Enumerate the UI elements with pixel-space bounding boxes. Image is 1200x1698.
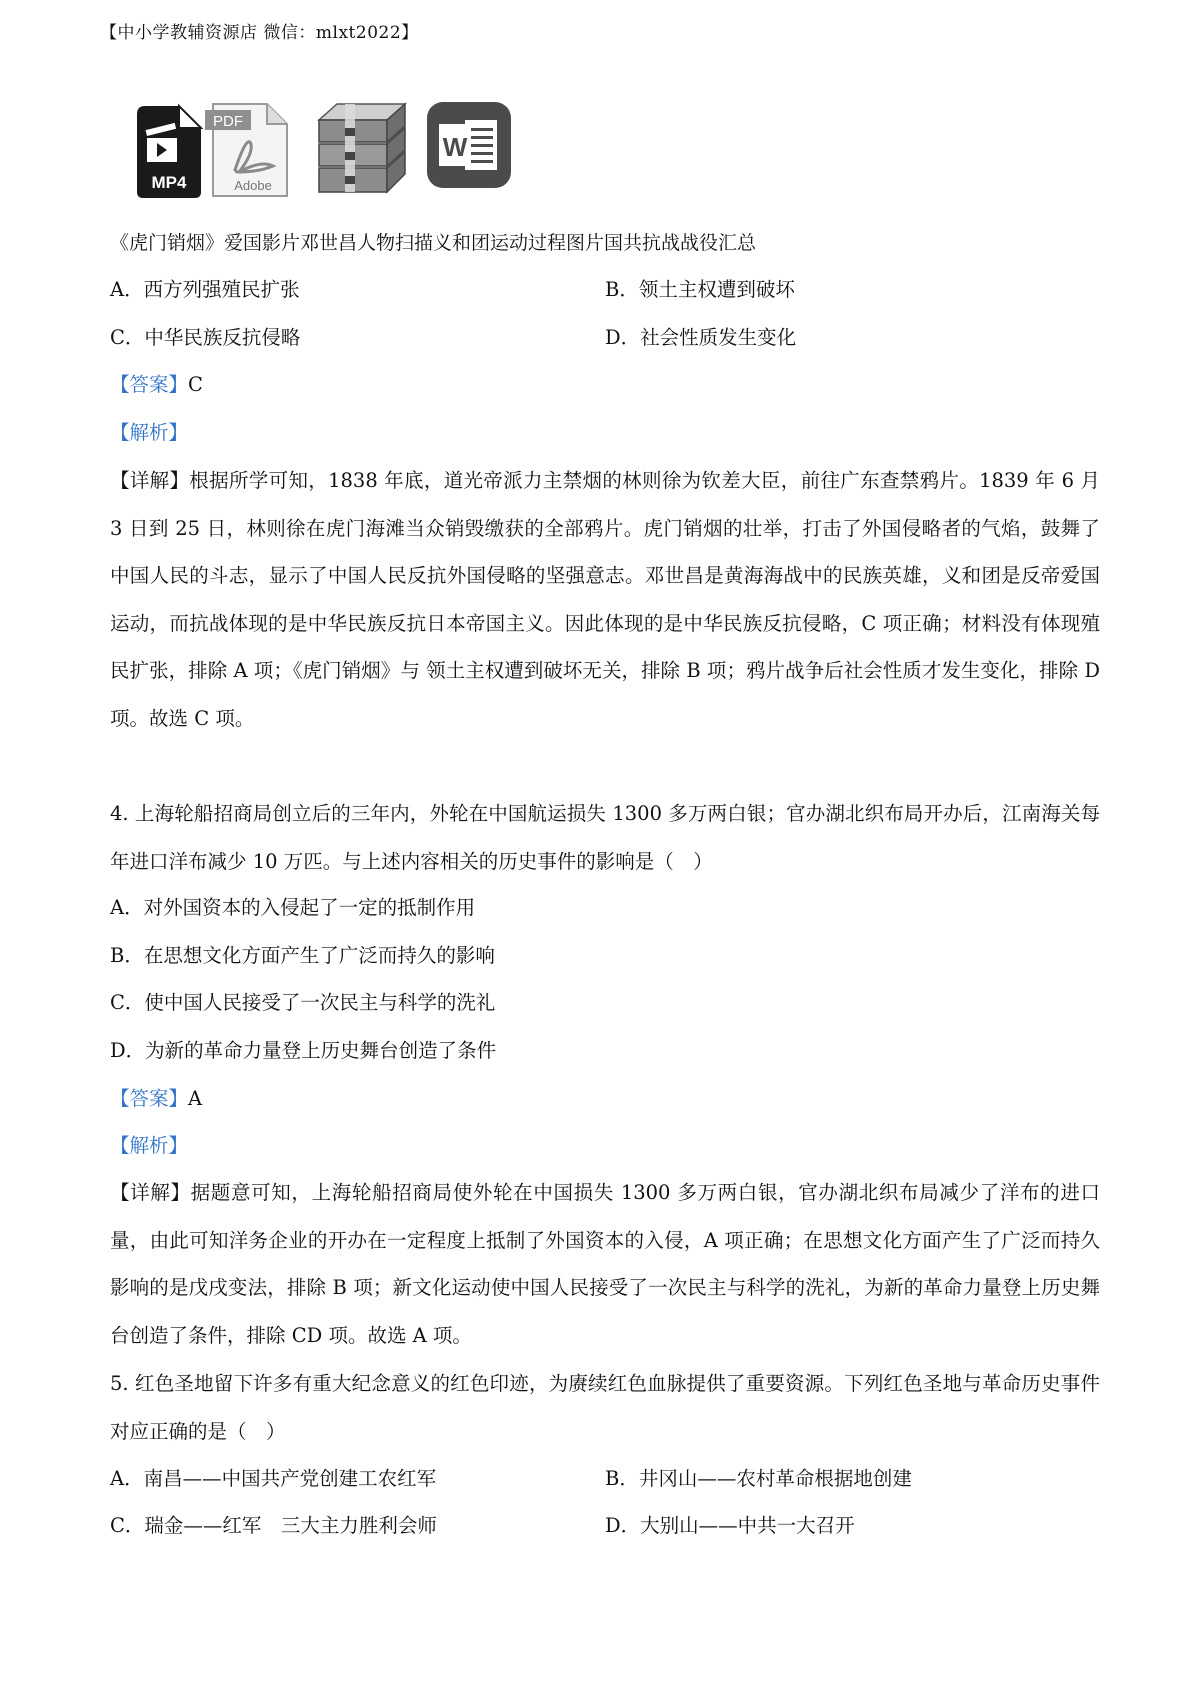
q3-answer-line (110, 373, 203, 397)
q3-analysis-tag: 【解析】 (110, 421, 189, 444)
q4-option-a: A．对外国资本的入侵起了一定的抵制作用 (110, 896, 476, 919)
q3-answer-tag: 【答案】 (110, 373, 189, 396)
svg-text:Adobe: Adobe (234, 178, 272, 193)
mp4-file-icon (133, 100, 205, 200)
q5-option-a: A．南昌——中国共产党创建工农红军 (110, 1467, 437, 1490)
q5-option-c: C．瑞金——红军 三大主力胜利会师 (110, 1514, 437, 1537)
q4-stem: 4. 上海轮船招商局创立后的三年内，外轮在中国航运损失 1300 多万两白银；官办湖北织布局开办后，江南海关每年进口洋布减少 10 万匹。与上述内容相关的历史事件的影响是（ ） (110, 802, 1100, 873)
q5-option-b: B．井冈山——农村革命根据地创建 (605, 1467, 912, 1490)
q3-option-a: A．西方列强殖民扩张 (110, 278, 300, 301)
q3-answer-value: C (188, 373, 203, 396)
q5-option-d: D．大别山——中共一大召开 (605, 1514, 855, 1537)
q3-detail: 【详解】根据所学可知，1838 年底，道光帝派力主禁烟的林则徐为钦差大臣，前往广东查禁鸦片。1839 年 6 月 3 日到 25 日，林则徐在虎门海滩当众销毁缴获的全部鸦片。虎门销烟的壮举，打击了外国侵略者的气焰，鼓舞了中国人民的斗志，显示了中国人民反抗外国侵略的坚强意志。邓世昌是黄海海战中的民族英雄，义和团是反帝爱国运动，而抗战体现的是中华民族反抗日本帝国主义。因此体现的是中华民族反抗侵略，C 项正确；材料没有体现殖民扩张，排除 A 项；《虎门销烟》与 领土主权遭到破坏无关，排除 B 项；鸦片战争后社会性质才发生变化，排除 D 项。故选 C 项。 (110, 469, 1100, 730)
q4-answer-tag: 【答案】 (110, 1087, 189, 1110)
q3-option-b: B．领土主权遭到破坏 (605, 278, 795, 301)
q4-answer-value: A (188, 1087, 203, 1110)
svg-text:PDF: PDF (213, 113, 243, 130)
svg-text:W: W (442, 132, 468, 162)
q4-detail: 【详解】据题意可知，上海轮船招商局使外轮在中国损失 1300 多万两白银，官办湖北织布局减少了洋布的进口量，由此可知洋务企业的开办在一定程度上抵制了外国资本的入侵，A 项正确；在思想文化方面产生了广泛而持久影响的是戊戌变法，排除 B 项；新文化运动使中国人民接受了一次民主与科学的洗礼，为新的革命力量登上历史舞台创造了条件，排除 CD 项。故选 A 项。 (110, 1181, 1100, 1347)
word-document-icon (425, 100, 513, 192)
q4-option-d: D．为新的革命力量登上历史舞台创造了条件 (110, 1039, 497, 1062)
q4-option-b: B．在思想文化方面产生了广泛而持久的影响 (110, 944, 495, 967)
q3-option-c: C．中华民族反抗侵略 (110, 326, 301, 349)
q4-analysis-tag: 【解析】 (110, 1134, 189, 1157)
q4-option-c: C．使中国人民接受了一次民主与科学的洗礼 (110, 991, 496, 1014)
source-header: 【中小学教辅资源店 微信：mlxt2022】 (100, 23, 419, 43)
archive-books-icon (315, 100, 407, 200)
q3-option-d: D．社会性质发生变化 (605, 326, 797, 349)
q5-stem: 5. 红色圣地留下许多有重大纪念意义的红色印迹，为赓续红色血脉提供了重要资源。下列红色圣地与革命历史事件对应正确的是（ ） (110, 1372, 1100, 1443)
q3-material-list: 《虎门销烟》爱国影片邓世昌人物扫描义和团运动过程图片国共抗战战役汇总 (110, 232, 757, 254)
svg-text:MP4: MP4 (151, 173, 187, 192)
q4-answer-line (110, 1087, 202, 1111)
pdf-file-icon (203, 100, 293, 200)
